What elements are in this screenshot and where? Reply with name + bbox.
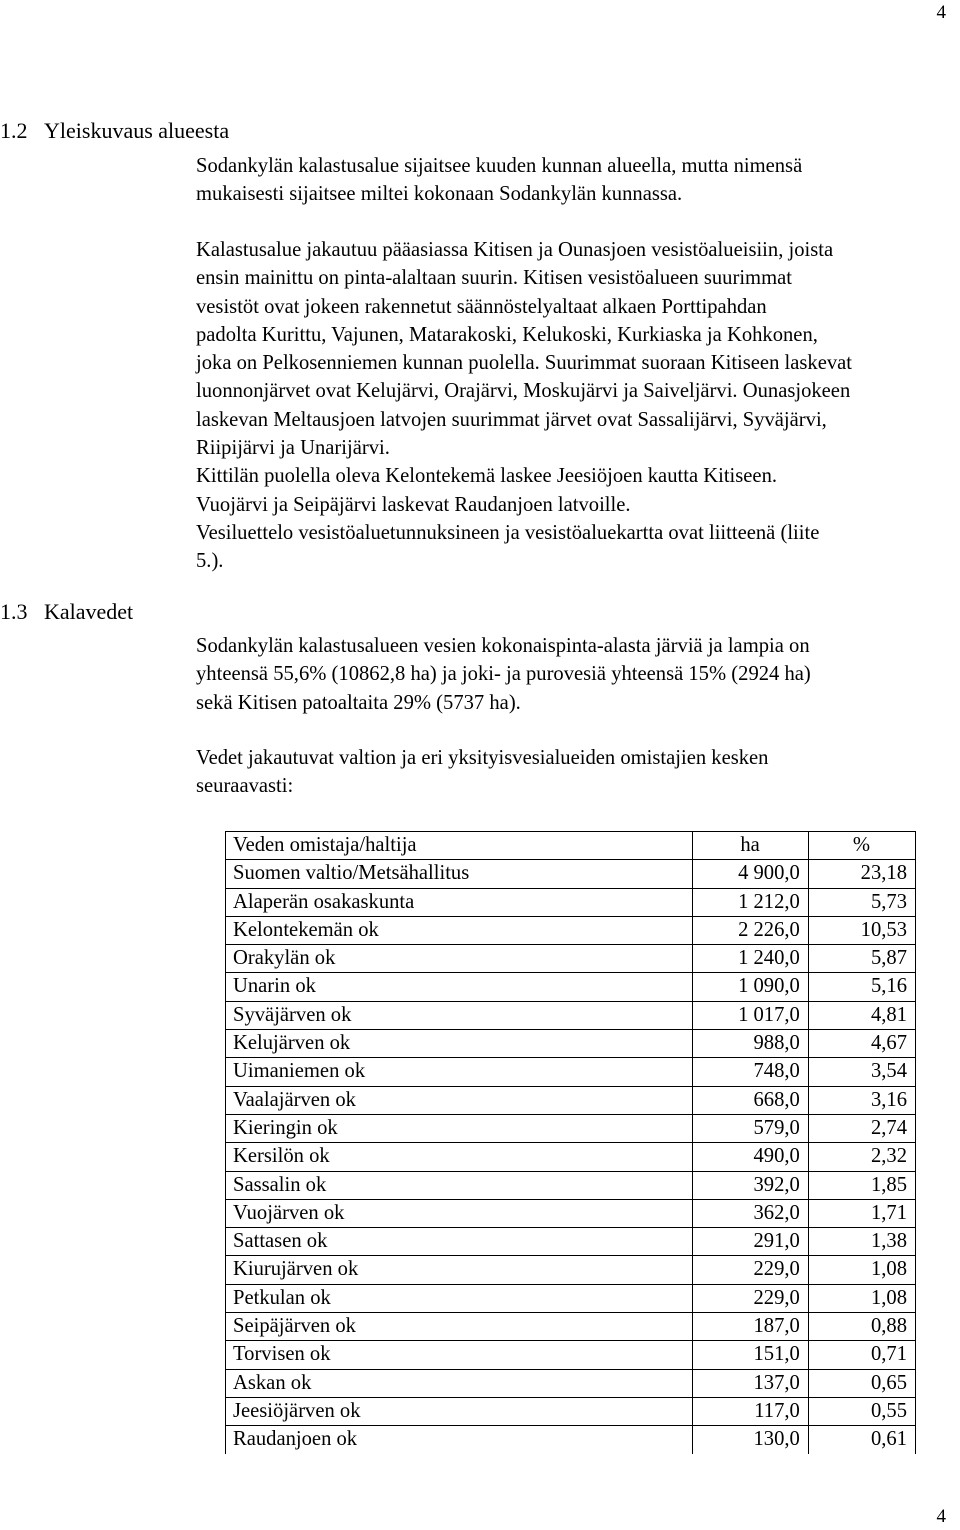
text-line: joka on Pelkosenniemen kunnan puolella. Suurimmat suoraan Kitiseen laskevat — [196, 352, 852, 375]
area-ha: 4 900,0 — [693, 860, 809, 888]
share-percent: 3,54 — [808, 1058, 915, 1086]
table-row — [226, 888, 916, 916]
share-percent: 1,85 — [808, 1171, 915, 1199]
share-percent: 0,55 — [808, 1397, 915, 1425]
owner-name: Uimaniemen ok — [226, 1058, 693, 1086]
text-line: vesistöt ovat jokeen rakennetut säännöstelyaltaat alkaen Porttipahdan — [196, 295, 767, 318]
share-percent: 1,38 — [808, 1228, 915, 1256]
area-ha: 392,0 — [693, 1171, 809, 1199]
share-percent: 4,81 — [808, 1001, 915, 1029]
share-percent: 1,71 — [808, 1199, 915, 1227]
share-percent: 1,08 — [808, 1284, 915, 1312]
owner-name: Unarin ok — [226, 973, 693, 1001]
waters-paragraph-1 — [196, 632, 936, 717]
share-percent: 23,18 — [808, 860, 915, 888]
text-line: sekä Kitisen patoaltaita 29% (5737 ha). — [196, 691, 521, 714]
area-ha: 668,0 — [693, 1086, 809, 1114]
text-line: Vesiluettelo vesistöaluetunnuksineen ja vesistöaluekartta ovat liitteenä (liite — [196, 521, 820, 544]
owner-name: Vaalajärven ok — [226, 1086, 693, 1114]
header-ha: ha — [693, 832, 809, 860]
section-number: 1.2 — [0, 118, 28, 143]
table-row — [226, 1114, 916, 1142]
table-row — [226, 1341, 916, 1369]
owner-name: Torvisen ok — [226, 1341, 693, 1369]
share-percent: 5,16 — [808, 973, 915, 1001]
water-owners-table — [225, 831, 916, 1454]
text-line: padolta Kurittu, Vajunen, Matarakoski, Kelukoski, Kurkiaska ja Kohkonen, — [196, 323, 818, 346]
share-percent: 2,74 — [808, 1114, 915, 1142]
header-owner: Veden omistaja/haltija — [226, 832, 693, 860]
table-row — [226, 1058, 916, 1086]
text-line: Sodankylän kalastusalue sijaitsee kuuden kunnan alueella, mutta nimensä — [196, 155, 803, 177]
area-ha: 1 090,0 — [693, 973, 809, 1001]
table-row — [226, 1199, 916, 1227]
section-title: Yleiskuvaus alueesta — [44, 118, 230, 143]
table-row — [226, 1001, 916, 1029]
area-ha: 490,0 — [693, 1143, 809, 1171]
area-ha: 748,0 — [693, 1058, 809, 1086]
table-row — [226, 1143, 916, 1171]
owner-name: Kelontekemän ok — [226, 916, 693, 944]
table-body — [226, 860, 916, 1454]
header-percent: % — [808, 832, 915, 860]
text-line: mukaisesti sijaitsee miltei kokonaan Sodankylän kunnassa. — [196, 183, 683, 206]
text-line: Kittilän puolella oleva Kelontekemä laskee Jeesiöjoen kautta Kitiseen. — [196, 465, 778, 488]
text-line: Vedet jakautuvat valtion ja eri yksityisvesialueiden omistajien kesken — [196, 747, 769, 769]
text-line: Vuojärvi ja Seipäjärvi laskevat Raudanjoen latvoille. — [196, 493, 631, 516]
owner-name: Kelujärven ok — [226, 1030, 693, 1058]
area-ha: 362,0 — [693, 1199, 809, 1227]
table-row — [226, 916, 916, 944]
area-ha: 988,0 — [693, 1030, 809, 1058]
area-ha: 1 240,0 — [693, 945, 809, 973]
owner-name: Petkulan ok — [226, 1284, 693, 1312]
text-line: Sodankylän kalastusalueen vesien kokonaispinta-alasta järviä ja lampia on — [196, 635, 810, 657]
owner-name: Kersilön ok — [226, 1143, 693, 1171]
section-number: 1.3 — [0, 599, 28, 624]
table-header-row — [226, 832, 916, 860]
text-line: seuraavasti: — [196, 775, 294, 798]
overview-paragraph-2 — [196, 236, 936, 576]
owner-name: Kieringin ok — [226, 1114, 693, 1142]
text-line: laskevan Meltausjoen latvojen suurimmat järvet ovat Sassalijärvi, Syväjärvi, — [196, 408, 827, 431]
area-ha: 1 212,0 — [693, 888, 809, 916]
share-percent: 0,88 — [808, 1313, 915, 1341]
share-percent: 5,73 — [808, 888, 915, 916]
share-percent: 2,32 — [808, 1143, 915, 1171]
text-line: 5.). — [196, 550, 224, 573]
table-row — [226, 1171, 916, 1199]
waters-paragraph-2 — [196, 744, 936, 801]
owner-name: Suomen valtio/Metsähallitus — [226, 860, 693, 888]
page-number-top: 4 — [936, 2, 946, 23]
owner-name: Vuojärven ok — [226, 1199, 693, 1227]
table-row — [226, 1228, 916, 1256]
share-percent: 1,08 — [808, 1256, 915, 1284]
area-ha: 229,0 — [693, 1284, 809, 1312]
share-percent: 5,87 — [808, 945, 915, 973]
share-percent: 0,61 — [808, 1426, 915, 1454]
table-row — [226, 1397, 916, 1425]
owner-name: Jeesiöjärven ok — [226, 1397, 693, 1425]
share-percent: 10,53 — [808, 916, 915, 944]
area-ha: 2 226,0 — [693, 916, 809, 944]
owner-name: Kiurujärven ok — [226, 1256, 693, 1284]
text-line: Riipijärvi ja Unarijärvi. — [196, 437, 390, 460]
share-percent: 4,67 — [808, 1030, 915, 1058]
area-ha: 291,0 — [693, 1228, 809, 1256]
area-ha: 1 017,0 — [693, 1001, 809, 1029]
table-row — [226, 1284, 916, 1312]
section-title: Kalavedet — [44, 599, 134, 624]
share-percent: 0,65 — [808, 1369, 915, 1397]
owner-name: Raudanjoen ok — [226, 1426, 693, 1454]
table-row — [226, 1030, 916, 1058]
owner-name: Alaperän osakaskunta — [226, 888, 693, 916]
overview-paragraph-1 — [196, 152, 936, 209]
share-percent: 3,16 — [808, 1086, 915, 1114]
area-ha: 187,0 — [693, 1313, 809, 1341]
area-ha: 117,0 — [693, 1397, 809, 1425]
table-row — [226, 973, 916, 1001]
table-row — [226, 1313, 916, 1341]
table-row — [226, 860, 916, 888]
text-line: luonnonjärvet ovat Kelujärvi, Orajärvi, Moskujärvi ja Saiveljärvi. Ounasjokeen — [196, 380, 851, 403]
section-heading-overview — [0, 117, 229, 145]
share-percent: 0,71 — [808, 1341, 915, 1369]
owner-name: Askan ok — [226, 1369, 693, 1397]
owner-name: Sassalin ok — [226, 1171, 693, 1199]
text-line: yhteensä 55,6% (10862,8 ha) ja joki- ja purovesiä yhteensä 15% (2924 ha) — [196, 663, 811, 686]
table-row — [226, 945, 916, 973]
section-heading-waters — [0, 598, 133, 626]
table-row — [226, 1369, 916, 1397]
text-line: Kalastusalue jakautuu pääasiassa Kitisen ja Ounasjoen vesistöalueisiin, joista — [196, 239, 834, 261]
table-row — [226, 1086, 916, 1114]
page-number-bottom: 4 — [936, 1506, 946, 1527]
owner-name: Orakylän ok — [226, 945, 693, 973]
area-ha: 579,0 — [693, 1114, 809, 1142]
owner-name: Seipäjärven ok — [226, 1313, 693, 1341]
owner-name: Sattasen ok — [226, 1228, 693, 1256]
table-row — [226, 1256, 916, 1284]
table-row — [226, 1426, 916, 1454]
area-ha: 130,0 — [693, 1426, 809, 1454]
area-ha: 229,0 — [693, 1256, 809, 1284]
area-ha: 151,0 — [693, 1341, 809, 1369]
text-line: ensin mainittu on pinta-alaltaan suurin. Kitisen vesistöalueen suurimmat — [196, 267, 792, 290]
area-ha: 137,0 — [693, 1369, 809, 1397]
owner-name: Syväjärven ok — [226, 1001, 693, 1029]
